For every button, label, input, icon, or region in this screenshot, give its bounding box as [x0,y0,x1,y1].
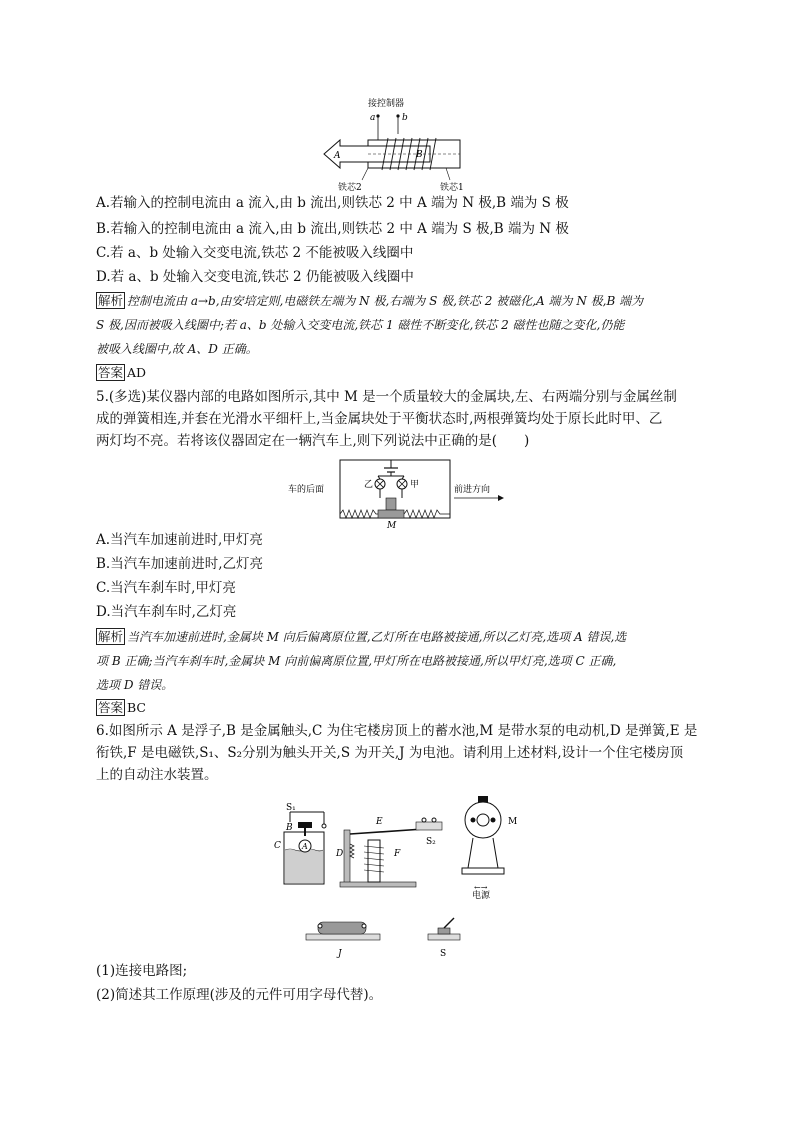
q4-exp-tag: 解析 [98,293,124,308]
svg-text:电源: 电源 [472,891,491,901]
q6-sub2: (2)简述其工作原理(涉及的元件可用字母代替)。 [96,987,383,1003]
q4-answer: 答案 AD [98,365,147,380]
svg-text:S: S [440,949,447,959]
svg-text:车的后面: 车的后面 [288,485,325,495]
water-pump-figure [268,794,528,964]
q5-answer: 答案 BC [98,700,146,715]
svg-text:铁芯2: 铁芯2 [338,183,362,193]
q5-option-b: B.当汽车加速前进时,乙灯亮 [96,556,264,572]
q4-option-d: D.若 a、b 处输入交变电流,铁芯 2 仍能被吸入线圈中 [96,269,414,285]
q5-option-d: D.当汽车刹车时,乙灯亮 [96,604,237,620]
svg-text:D: D [336,849,344,859]
svg-text:M: M [508,817,518,827]
q5-exp-tag: 解析 [98,629,124,644]
svg-text:b: b [402,113,408,123]
svg-text:B: B [416,150,423,160]
q5-stem: 5.(多选)某仪器内部的电路如图所示,其中 M 是一个质量较大的金属块,左、右两端分别与金属丝制 成的弹簧相连,并套在光滑水平细杆上,当金属块处于平衡状态时,两根弹簧均处于原长此时甲、乙 两灯均不亮。若将该仪器固定在一辆汽车上,则下列说法中正确的是( ) [96,389,677,449]
svg-text:B: B [286,823,293,833]
svg-text:F: F [394,849,401,859]
q4-option-c: C.若 a、b 处输入交变电流,铁芯 2 不能被吸入线圈中 [96,245,414,261]
svg-text:a: a [370,113,376,123]
q5-option-a: A.当汽车加速前进时,甲灯亮 [96,532,263,548]
svg-text:铁芯1: 铁芯1 [440,183,464,193]
svg-text:前进方向: 前进方向 [454,485,491,495]
svg-text:A: A [334,151,341,161]
fig1-top-label: 接控制器 [368,99,405,109]
svg-text:甲: 甲 [410,480,420,490]
q4-explanation: 解析 控制电流由 a→b,由安培定则,电磁铁左端为 N 极,右端为 S 极,铁芯 2 被磁化,A 端为 N 极,B 端为 S 极,因而被吸入线圈中;若 a、b 处输入交变电流,铁芯 1 磁性不断变化,铁芯 2 磁性也随之变化,仍能 被吸入线圈中,故 A、D 正确。 [96,293,644,356]
svg-text:C: C [274,841,281,851]
q5-explanation: 解析 当汽车加速前进时,金属块 M 向后偏离原位置,乙灯所在电路被接通,所以乙灯亮,选项 A 错误,选 项 B 正确;当汽车刹车时,金属块 M 向前偏离原位置,甲灯所在电路被接通,所以甲灯亮,选项 C 正确, 选项 D 错误。 [96,629,627,692]
q4-option-a: A.若输入的控制电流由 a 流入,由 b 流出,则铁芯 2 中 A 端为 N 极,B 端为 S 极 [96,195,569,211]
q6-sub1: (1)连接电路图; [96,963,188,979]
svg-text:M: M [387,521,397,531]
svg-text:A: A [302,842,308,851]
car-circuit-figure [286,456,506,536]
svg-text:E: E [376,817,383,827]
q5-option-c: C.当汽车刹车时,甲灯亮 [96,580,236,596]
q6-stem: 6.如图所示 A 是浮子,B 是金属触头,C 为住宅楼房顶上的蓄水池,M 是带水泵的电动机,D 是弹簧,E 是 衔铁,F 是电磁铁,S₁、S₂分别为触头开关,S 为开关,J 为电池。请利用上述材料,设计一个住宅楼房顶 上的自动注水装置。 [96,723,698,783]
svg-text:J: J [338,949,342,959]
svg-text:←→: ←→ [474,883,488,892]
solenoid-figure [318,94,478,194]
q4-option-b: B.若输入的控制电流由 a 流入,由 b 流出,则铁芯 2 中 A 端为 S 极,B 端为 N 极 [96,221,569,237]
svg-text:乙: 乙 [364,480,374,490]
svg-text:S₁: S₁ [286,803,296,813]
svg-text:S₂: S₂ [426,837,436,847]
